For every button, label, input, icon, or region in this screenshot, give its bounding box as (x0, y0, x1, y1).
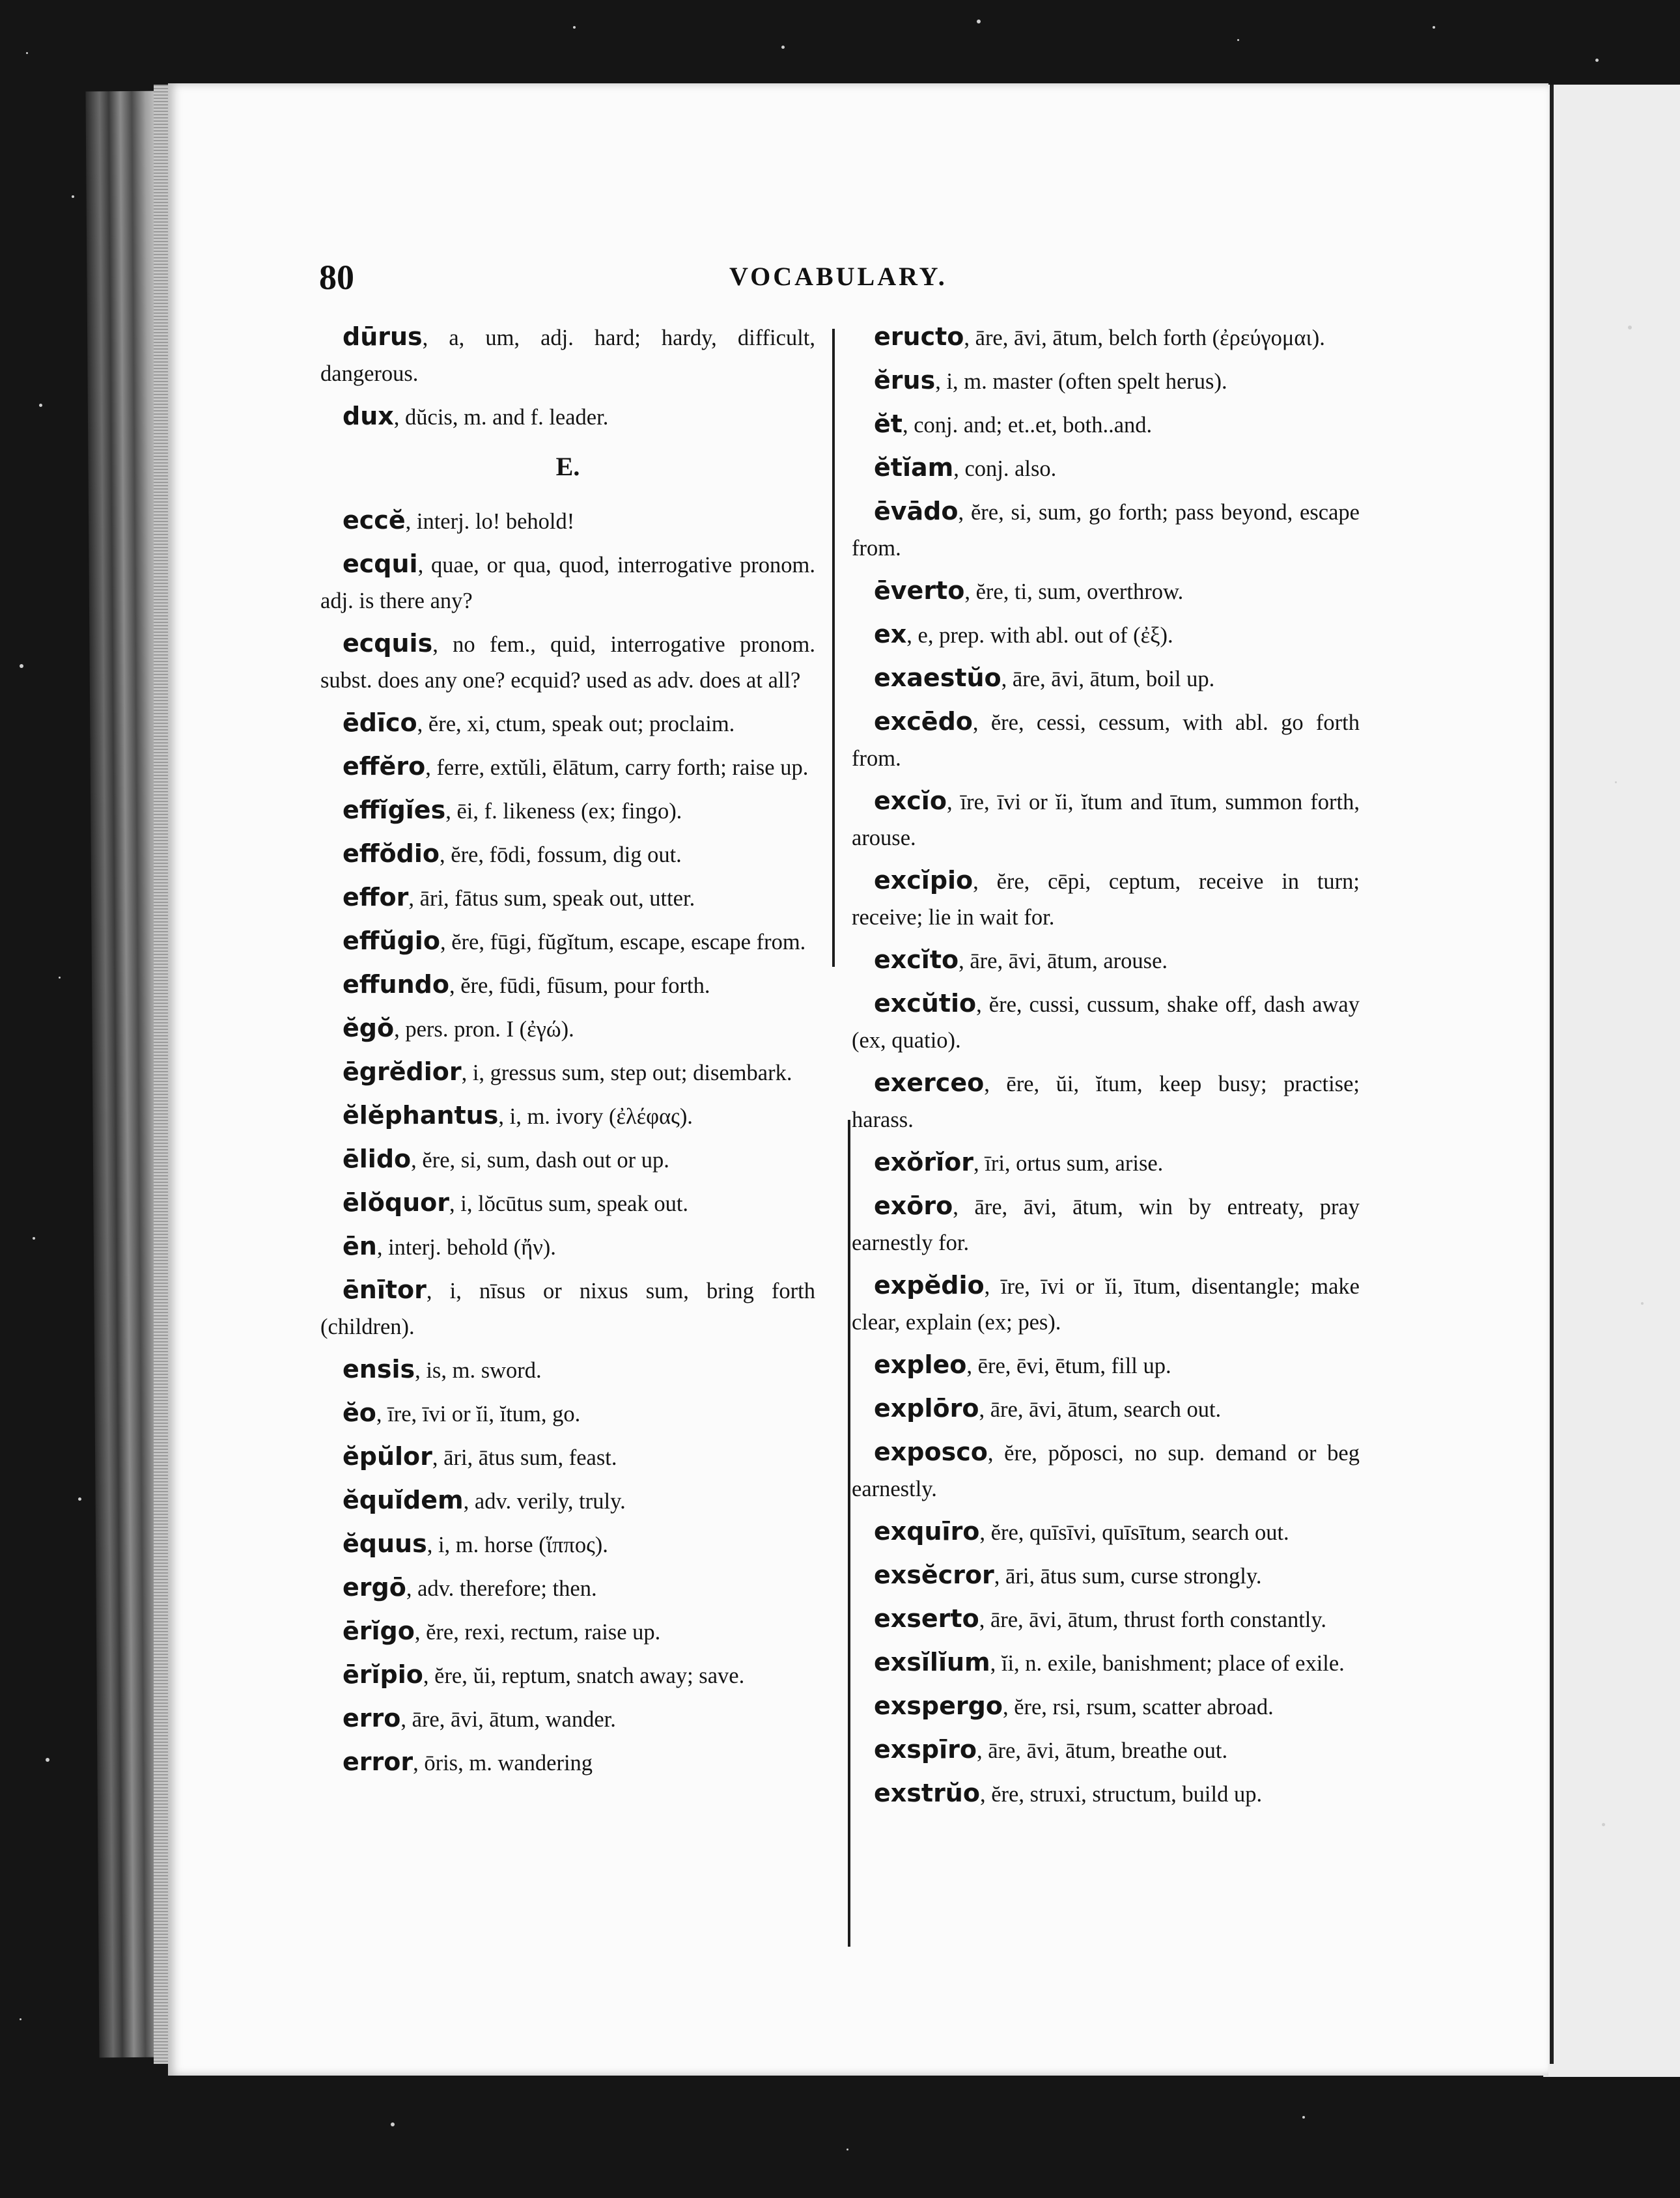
dictionary-entry (320, 1613, 815, 1650)
dust-speck (847, 2149, 848, 2150)
dictionary-entry (852, 363, 1360, 400)
dictionary-entry (320, 967, 815, 1004)
entry-headword: erro (343, 1704, 401, 1732)
entry-headword: ērĭpio (343, 1660, 423, 1689)
entry-headword: explōro (874, 1394, 979, 1423)
entry-definition: , ĕre, cēpi, ceptum, receive in turn; receive; lie in wait for. (852, 869, 1360, 930)
dictionary-entry (320, 546, 815, 619)
dictionary-entry (852, 1775, 1360, 1813)
entry-headword: effor (343, 883, 409, 911)
entry-headword: exquīro (874, 1517, 980, 1546)
column-rule (832, 329, 835, 967)
entry-definition: , adv. verily, truly. (463, 1489, 626, 1514)
running-head: VOCABULARY. (729, 262, 947, 291)
entry-definition: , ĕre, ti, sum, overthrow. (964, 579, 1184, 604)
entry-definition: , ĭi, n. exile, banishment; place of exile. (990, 1651, 1345, 1676)
dust-speck (1433, 26, 1435, 29)
dictionary-entry (852, 1391, 1360, 1428)
entry-definition: , is, m. sword. (415, 1358, 542, 1383)
dictionary-entry (320, 705, 815, 742)
dictionary-entry (320, 1054, 815, 1091)
entry-headword: effŭgio (343, 926, 440, 955)
entry-definition: , āre, āvi, ātum, boil up. (1001, 667, 1215, 691)
entry-definition: , interj. lo! behold! (405, 509, 575, 534)
dust-speck (977, 20, 981, 23)
entry-definition: , interj. behold (ἤν). (376, 1235, 556, 1260)
entry-headword: ĕo (343, 1398, 376, 1427)
dictionary-entry (320, 503, 815, 540)
entry-definition: , āre, āvi, ātum, wander. (400, 1707, 616, 1732)
entry-definition: , āri, ātus sum, feast. (432, 1445, 617, 1470)
dictionary-entry (852, 942, 1360, 979)
entry-headword: exaestŭo (874, 663, 1001, 692)
dust-speck (573, 26, 576, 29)
entry-headword: ēvādo (874, 497, 959, 525)
entry-headword: ēnītor (343, 1275, 427, 1304)
entry-headword: ergō (343, 1573, 406, 1602)
entry-definition: , ĕre, xi, ctum, speak out; proclaim. (417, 712, 735, 736)
entry-definition: , āre, āvi, ātum, win by entreaty, pray earnestly for. (852, 1195, 1360, 1255)
entry-definition: , i, lŏcūtus sum, speak out. (449, 1191, 689, 1216)
entry-headword: dūrus (343, 322, 423, 351)
dictionary-entry (852, 1557, 1360, 1594)
page-header (319, 257, 1361, 303)
entry-headword: expĕdio (874, 1271, 985, 1300)
dictionary-entry (320, 626, 815, 699)
entry-definition: , pers. pron. I (ἐγώ). (394, 1017, 574, 1042)
dust-speck (1641, 1302, 1644, 1305)
entry-headword: ĕlĕphantus (343, 1101, 499, 1130)
entry-headword: ēdīco (343, 708, 417, 737)
entry-headword: excēdo (874, 707, 973, 736)
entry-definition: , ēre, ēvi, ētum, fill up. (966, 1354, 1171, 1378)
entry-definition: , ĕre, si, sum, dash out or up. (411, 1148, 669, 1173)
dictionary-entry (852, 617, 1360, 654)
dictionary-entry (320, 836, 815, 873)
entry-headword: ēverto (874, 576, 965, 605)
entry-definition: , īre, īvi or ĭi, ĭtum and ītum, summon forth, arouse. (852, 790, 1360, 850)
entry-headword: effĭgĭes (343, 796, 446, 824)
dictionary-entry (320, 1352, 815, 1389)
entry-definition: , āre, āvi, ātum, arouse. (959, 949, 1168, 973)
entry-headword: excŭtio (874, 989, 977, 1018)
entry-headword: exerceo (874, 1068, 985, 1097)
entry-definition: , ēre, ŭi, ĭtum, keep busy; practise; harass. (852, 1072, 1360, 1132)
facing-page-shadow (1550, 85, 1554, 2064)
entry-definition: , ĕre, cussi, cussum, shake off, dash away (ex, quatio). (852, 992, 1360, 1053)
entry-definition: , i, m. horse (ἵππος). (427, 1533, 608, 1557)
dust-speck (59, 977, 61, 979)
entry-headword: expleo (874, 1350, 967, 1379)
entry-definition: , i, nīsus or nixus sum, bring forth (children). (320, 1279, 815, 1339)
dictionary-entry (852, 660, 1360, 697)
entry-headword: ēn (343, 1232, 377, 1260)
entry-headword: error (343, 1747, 413, 1776)
dictionary-entry (320, 398, 815, 436)
dictionary-entry (320, 1744, 815, 1781)
dust-speck (26, 52, 28, 54)
dictionary-entry (320, 923, 815, 960)
entry-definition: , a, um, adj. hard; hardy, difficult, dangerous. (320, 326, 815, 386)
entry-headword: exspīro (874, 1735, 977, 1764)
entry-headword: exserto (874, 1604, 979, 1633)
dictionary-entry (852, 1145, 1360, 1182)
dictionary-entry (852, 1268, 1360, 1341)
entry-definition: , ĕre, fūgi, fŭgĭtum, escape, escape from. (440, 930, 806, 954)
entry-headword: excĭpio (874, 866, 973, 895)
entry-headword: ērĭgo (343, 1617, 415, 1645)
dictionary-entry (852, 1514, 1360, 1551)
dictionary-entry (852, 573, 1360, 610)
entry-headword: exstrŭo (874, 1779, 980, 1807)
entry-headword: ĕquĭdem (343, 1486, 464, 1514)
entry-headword: exspergo (874, 1691, 1003, 1720)
dust-speck (39, 404, 42, 407)
entry-definition: , ĕre, struxi, structum, build up. (979, 1782, 1263, 1807)
dictionary-entry (320, 1570, 815, 1607)
entry-headword: ĕt (874, 410, 903, 438)
column-rule-lower (848, 1120, 850, 1947)
entry-headword: ēlŏquor (343, 1188, 450, 1217)
dust-speck (72, 195, 74, 198)
dictionary-entry (852, 1601, 1360, 1638)
entry-headword: exsĕcror (874, 1561, 994, 1589)
dictionary-entry (852, 783, 1360, 856)
dictionary-entry (320, 1482, 815, 1520)
entry-definition: , quae, or qua, quod, interrogative pronom. adj. is there any? (320, 553, 815, 613)
entry-headword: ecqui (343, 550, 418, 578)
dictionary-entry (320, 749, 815, 786)
entry-headword: ĕgŏ (343, 1014, 395, 1042)
entry-definition: , e, prep. with abl. out of (ἐξ). (906, 623, 1173, 648)
entry-definition: , no fem., quid, interrogative pronom. subst. does any one? ecquid? used as adv. does at all? (320, 632, 815, 693)
entry-headword: ĕpŭlor (343, 1442, 432, 1471)
dictionary-entry (852, 863, 1360, 936)
entry-headword: ēgrĕdior (343, 1057, 462, 1086)
dictionary-entry (852, 1434, 1360, 1507)
dictionary-entry (320, 1185, 815, 1222)
dictionary-entry (320, 1526, 815, 1563)
dictionary-entry (320, 1657, 815, 1694)
dictionary-entry (852, 1645, 1360, 1682)
entry-headword: exsĭlĭum (874, 1648, 990, 1676)
dictionary-entry (320, 1701, 815, 1738)
entry-headword: excĭto (874, 945, 959, 974)
entry-definition: , ĕre, rexi, rectum, raise up. (414, 1620, 661, 1645)
entry-definition: , īri, ortus sum, arise. (973, 1151, 1164, 1176)
facing-page-edge (1543, 85, 1680, 2077)
entry-headword: ēlido (343, 1145, 412, 1173)
dust-speck (1602, 1823, 1605, 1826)
dictionary-entry (852, 1188, 1360, 1261)
entry-definition: , āre, āvi, ātum, belch forth (ἐρεύγομαι). (964, 326, 1325, 350)
dictionary-entry (320, 1141, 815, 1178)
entry-definition: , ĕre, cessi, cessum, with abl. go forth from. (852, 710, 1360, 771)
dust-speck (46, 1758, 49, 1762)
entry-definition: , ōris, m. wandering (413, 1751, 593, 1775)
entry-definition: , i, gressus sum, step out; disembark. (461, 1061, 792, 1085)
entry-definition: , conj. also. (953, 456, 1057, 481)
dust-speck (33, 1237, 35, 1240)
entry-headword: ĕquus (343, 1529, 427, 1558)
entry-definition: , āri, ātus sum, curse strongly. (994, 1564, 1262, 1589)
entry-definition: , ĕre, ŭi, reptum, snatch away; save. (423, 1663, 745, 1688)
entry-headword: eccĕ (343, 506, 406, 535)
entry-headword: dux (343, 402, 394, 430)
entry-definition: , āre, āvi, ātum, search out. (979, 1397, 1222, 1422)
entry-headword: eructo (874, 322, 964, 351)
entry-definition: , conj. and; et..et, both..and. (902, 413, 1153, 438)
dust-speck (78, 1497, 81, 1501)
dust-speck (20, 2018, 21, 2020)
entry-headword: exposco (874, 1438, 988, 1466)
left-column (320, 319, 815, 1788)
entry-headword: exŏrĭor (874, 1148, 974, 1176)
page-number: 80 (319, 258, 354, 297)
right-column (852, 319, 1360, 1819)
entry-headword: ĕrus (874, 366, 936, 395)
entry-definition: , ĕre, rsi, rsum, scatter abroad. (1002, 1695, 1274, 1719)
dictionary-entry (852, 406, 1360, 443)
dust-speck (1615, 781, 1617, 783)
dictionary-entry (320, 792, 815, 829)
entry-definition: , ĕre, si, sum, go forth; pass beyond, escape from. (852, 500, 1360, 561)
entry-definition: , ĕre, fūdi, fūsum, pour forth. (449, 973, 710, 998)
dictionary-entry (320, 319, 815, 392)
dust-speck (1628, 326, 1632, 329)
dust-speck (781, 46, 785, 49)
dust-speck (1595, 59, 1599, 62)
entry-definition: , dŭcis, m. and f. leader. (393, 405, 609, 430)
entry-headword: ĕtĭam (874, 453, 954, 482)
entry-definition: , i, m. ivory (ἐλέφας). (498, 1104, 693, 1129)
entry-headword: ecquis (343, 629, 433, 658)
dictionary-entry (320, 1010, 815, 1048)
entry-headword: exōro (874, 1191, 953, 1220)
dictionary-entry (852, 494, 1360, 566)
dictionary-entry (320, 1098, 815, 1135)
entry-definition: , ēi, f. likeness (ex; fingo). (445, 799, 682, 824)
dictionary-entry (852, 1347, 1360, 1384)
entry-definition: , īre, īvi or ĭi, ītum, disentangle; make clear, explain (ex; pes). (852, 1274, 1360, 1335)
entry-headword: ensis (343, 1355, 415, 1384)
entry-definition: , ĕre, quīsīvi, quīsītum, search out. (979, 1520, 1289, 1545)
entry-definition: , ĕre, pŏposci, no sup. demand or beg earnestly. (852, 1441, 1360, 1501)
dictionary-entry (852, 1065, 1360, 1138)
dictionary-entry (320, 1395, 815, 1432)
dictionary-entry (852, 1688, 1360, 1725)
entry-definition: , ferre, extŭli, ēlātum, carry forth; raise up. (425, 755, 809, 780)
dictionary-entry (852, 704, 1360, 777)
dictionary-entry (320, 1439, 815, 1476)
entry-definition: , āre, āvi, ātum, thrust forth constantly. (979, 1607, 1327, 1632)
entry-definition: , ĕre, fōdi, fossum, dig out. (440, 842, 682, 867)
entry-headword: effundo (343, 970, 449, 999)
entry-headword: excĭo (874, 786, 947, 815)
dictionary-entry (320, 1229, 815, 1266)
entry-headword: effĕro (343, 752, 426, 781)
dictionary-entry (852, 450, 1360, 487)
dust-speck (391, 2122, 395, 2126)
entry-definition: , adv. therefore; then. (406, 1576, 597, 1601)
dictionary-entry (852, 1732, 1360, 1769)
entry-definition: , āre, āvi, ātum, breathe out. (976, 1738, 1228, 1763)
dictionary-entry (320, 880, 815, 917)
entry-headword: effŏdio (343, 839, 440, 868)
entry-definition: , i, m. master (often spelt herus). (935, 369, 1227, 394)
entry-definition: , āri, fātus sum, speak out, utter. (408, 886, 695, 911)
section-letter: E. (555, 452, 580, 481)
entry-headword: ex (874, 620, 907, 648)
dictionary-entry (852, 986, 1360, 1059)
dictionary-entry (852, 319, 1360, 356)
dust-speck (1237, 39, 1239, 41)
dust-speck (1302, 2116, 1305, 2119)
entry-definition: , īre, īvi or ĭi, ĭtum, go. (376, 1402, 581, 1426)
dictionary-entry (320, 1272, 815, 1345)
dust-speck (20, 664, 23, 668)
